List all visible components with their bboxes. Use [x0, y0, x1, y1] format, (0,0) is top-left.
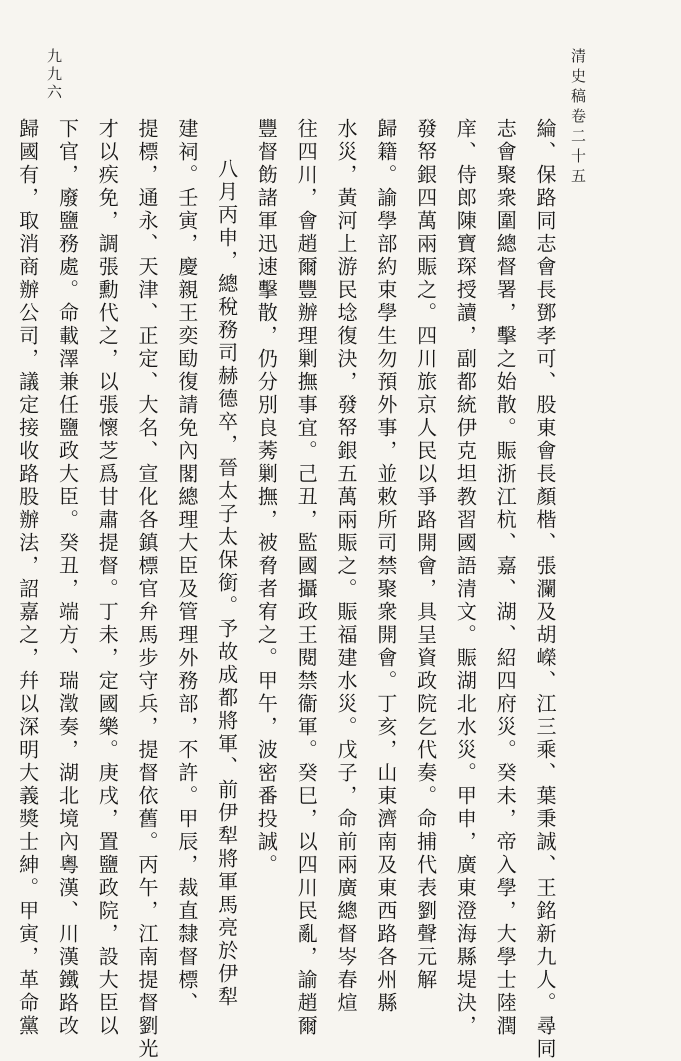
page-title: 清史稿卷二十五 [569, 48, 587, 188]
text-column: 志會聚衆圍總督署，擊之始散。賑浙江杭、嘉、湖、紹四府災。癸未，帝入學，大學士陸潤 [493, 118, 518, 1038]
text-column: 豐督飭諸軍迅速擊散，仍分別良莠剿撫，被脅者宥之。甲午，波密番投誠。 [254, 118, 279, 877]
text-column: 下官，廢鹽務處。命載澤兼任鹽政大臣。癸丑，端方、瑞澂奏，湖北境內粵漢、川漢鐵路改 [55, 118, 80, 1038]
text-column: 綸、保路同志會長鄧孝可、股東會長顏楷、張瀾及胡嶸、江三乘、葉秉誠、王銘新九人。尋同 [533, 118, 557, 1061]
page-number: 九九六 [45, 48, 63, 102]
text-column: 往四川，會趙爾豐辦理剿撫事宜。己丑，監國攝政王閱禁衞軍。癸巳，以四川民亂，諭趙爾 [294, 118, 319, 1038]
text-body [15, 118, 564, 1061]
text-column: 發帑銀四萬兩賑之。四川旅京人民以爭路開會，具呈資政院乞代奏。命捕代表劉聲元解 [413, 118, 438, 992]
text-column: 建祠。壬寅，慶親王奕劻復請免內閣總理大臣及管理外務部，不許。甲辰，裁直隸督標、 [174, 118, 199, 1015]
text-column: 庠、侍郎陳寶琛授讀，副都統伊克坦教習國語清文。賑湖北水災。甲申，廣東澄海縣堤決， [453, 118, 478, 1038]
text-column: 歸國有，取消商辦公司，議定接收路股辦法，詔嘉之，幷以深明大義獎士紳。甲寅，革命黨 [15, 118, 40, 1038]
text-column: 八月丙申，總稅務司赫德卒，晉太子太保銜。予故成都將軍、前伊犁將軍馬亮於伊犁 [214, 158, 239, 1009]
text-column: 水災，黃河上游民埝復決，發帑銀五萬兩賑之。賑福建水災。戊子，命前兩廣總督岑春煊 [334, 118, 359, 1015]
text-column: 提標，通永、天津、正定、大名、宣化各鎮標官弁馬步守兵，提督依舊。丙午，江南提督劉光 [135, 118, 160, 1061]
text-column [0, 118, 7, 918]
text-column: 才以疾免，調張勳代之，以張懷芝爲甘肅提督。丁未，定國樂。庚戌，置鹽政院，設大臣以 [95, 118, 120, 1038]
text-column: 歸籍。諭學部約束學生勿預外事，並敕所司禁聚衆開會。丁亥，山東濟南及東西路各州縣 [373, 118, 398, 1015]
